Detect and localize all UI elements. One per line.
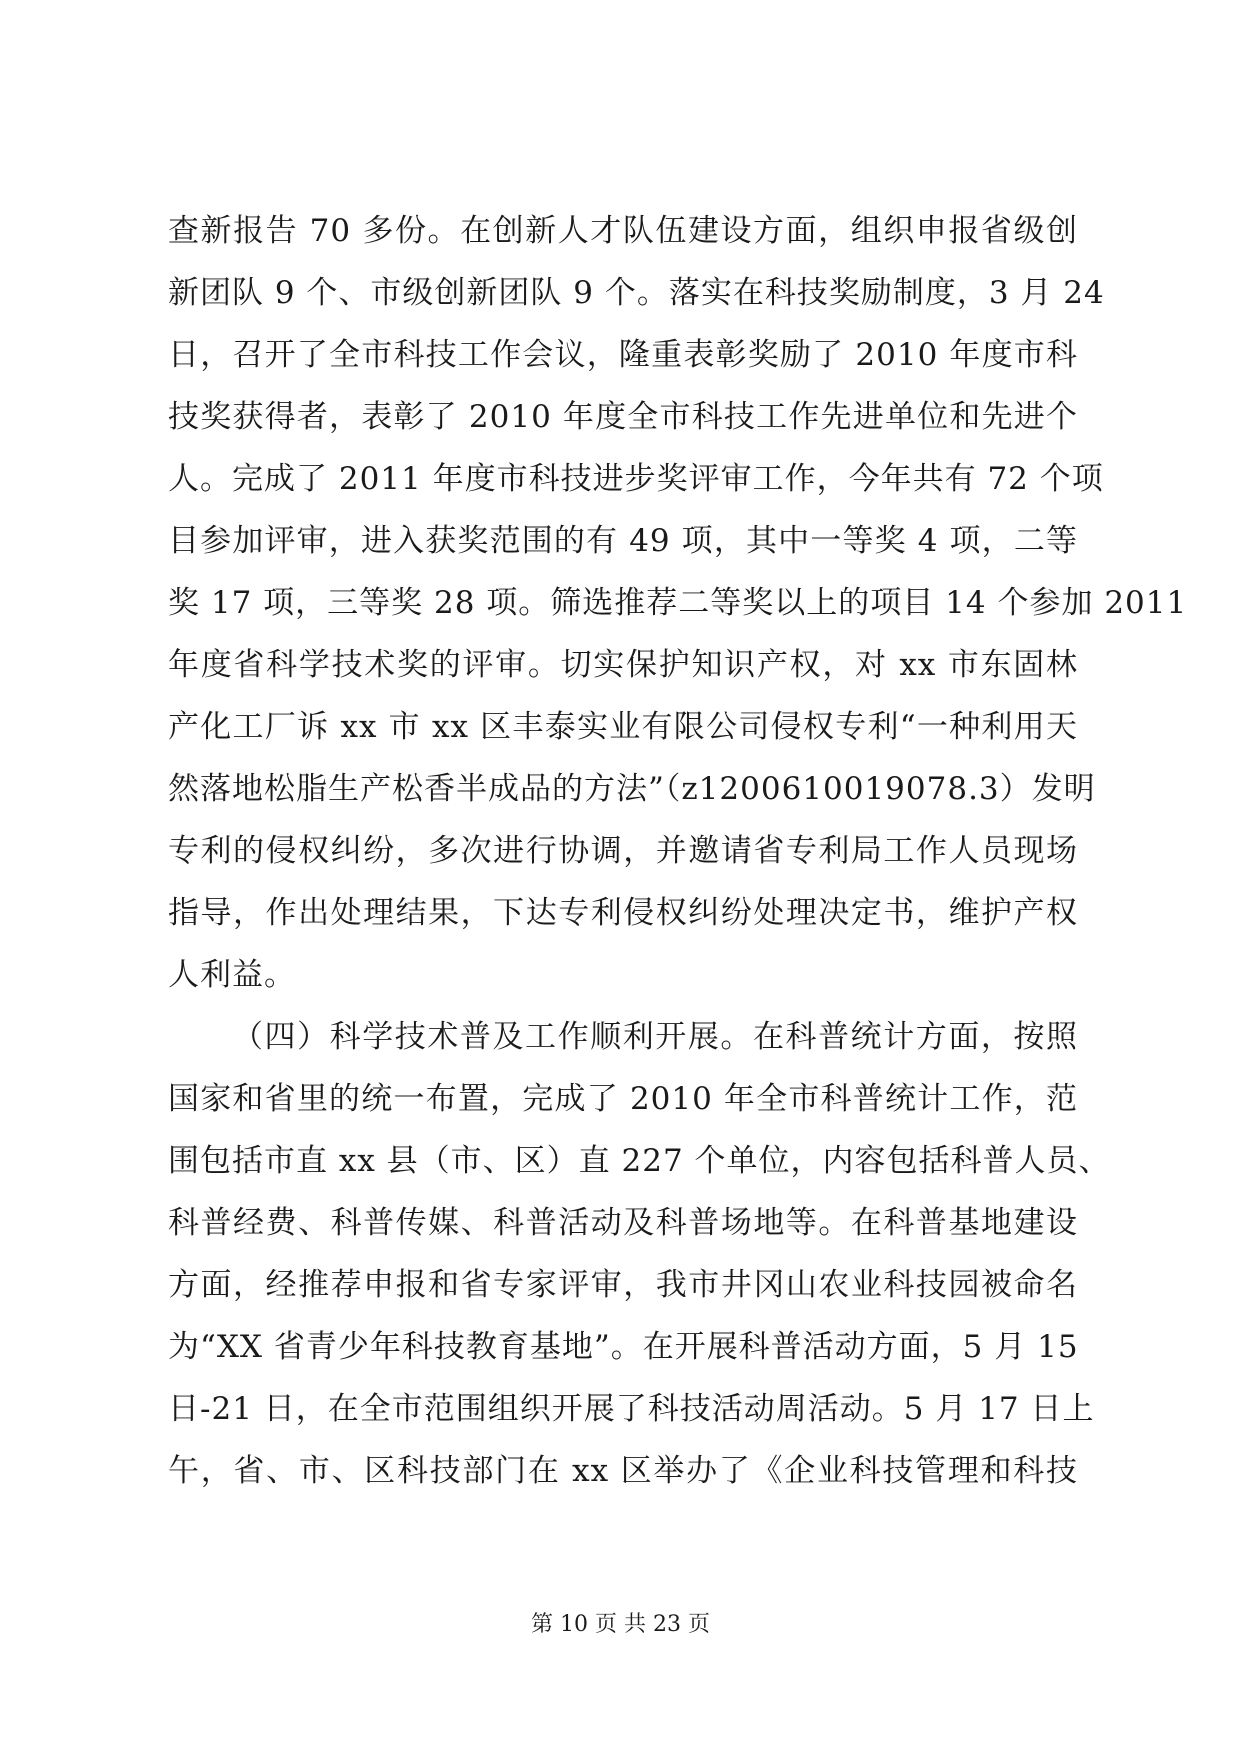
text-line: （四）科学技术普及工作顺利开展。在科普统计方面，按照 — [232, 1019, 1078, 1055]
text-line: 指导，作出处理结果，下达专利侵权纠纷处理决定书，维护产权 — [168, 895, 1078, 931]
text-line: 新团队 9 个、市级创新团队 9 个。落实在科技奖励制度，3 月 24 — [168, 275, 1105, 311]
text-line: 科普经费、科普传媒、科普活动及科普场地等。在科普基地建设 — [168, 1205, 1078, 1241]
paragraph-2 — [168, 1006, 1111, 1502]
page-number-label: 第 10 页 共 23 页 — [531, 1612, 710, 1637]
text-line: 专利的侵权纠纷，多次进行协调，并邀请省专利局工作人员现场 — [168, 833, 1078, 869]
text-line: 人。完成了 2011 年度市科技进步奖评审工作，今年共有 72 个项 — [168, 461, 1104, 497]
text-line: 日-21 日，在全市范围组织开展了科技活动周活动。5 月 17 日上 — [168, 1391, 1095, 1427]
text-line: 查新报告 70 多份。在创新人才队伍建设方面，组织申报省级创 — [168, 213, 1078, 249]
text-line: 技奖获得者，表彰了 2010 年度全市科技工作先进单位和先进个 — [168, 399, 1078, 435]
text-line: 日，召开了全市科技工作会议，隆重表彰奖励了 2010 年度市科 — [168, 337, 1078, 373]
text-line: 奖 17 项，三等奖 28 项。筛选推荐二等奖以上的项目 14 个参加 2011 — [168, 585, 1188, 621]
text-line: 为“XX 省青少年科技教育基地”。在开展科普活动方面，5 月 15 — [168, 1329, 1079, 1365]
text-line: 午，省、市、区科技部门在 xx 区举办了《企业科技管理和科技 — [168, 1453, 1078, 1489]
document-body — [168, 200, 1188, 1502]
text-line: 然落地松脂生产松香半成品的方法”（z1200610019078.3）发明 — [168, 771, 1096, 807]
text-line: 目参加评审，进入获奖范围的有 49 项，其中一等奖 4 项，二等 — [168, 523, 1078, 559]
text-line: 方面，经推荐申报和省专家评审，我市井冈山农业科技园被命名 — [168, 1267, 1078, 1303]
text-line: 国家和省里的统一布置，完成了 2010 年全市科普统计工作，范 — [168, 1081, 1078, 1117]
text-line: 围包括市直 xx 县（市、区）直 227 个单位，内容包括科普人员、 — [168, 1143, 1111, 1179]
text-line: 产化工厂诉 xx 市 xx 区丰泰实业有限公司侵权专利“一种利用天 — [168, 709, 1078, 745]
paragraph-1 — [168, 200, 1188, 1006]
text-line: 人利益。 — [168, 957, 296, 993]
text-line: 年度省科学技术奖的评审。切实保护知识产权，对 xx 市东固林 — [168, 647, 1078, 683]
page-footer — [0, 1610, 1241, 1640]
